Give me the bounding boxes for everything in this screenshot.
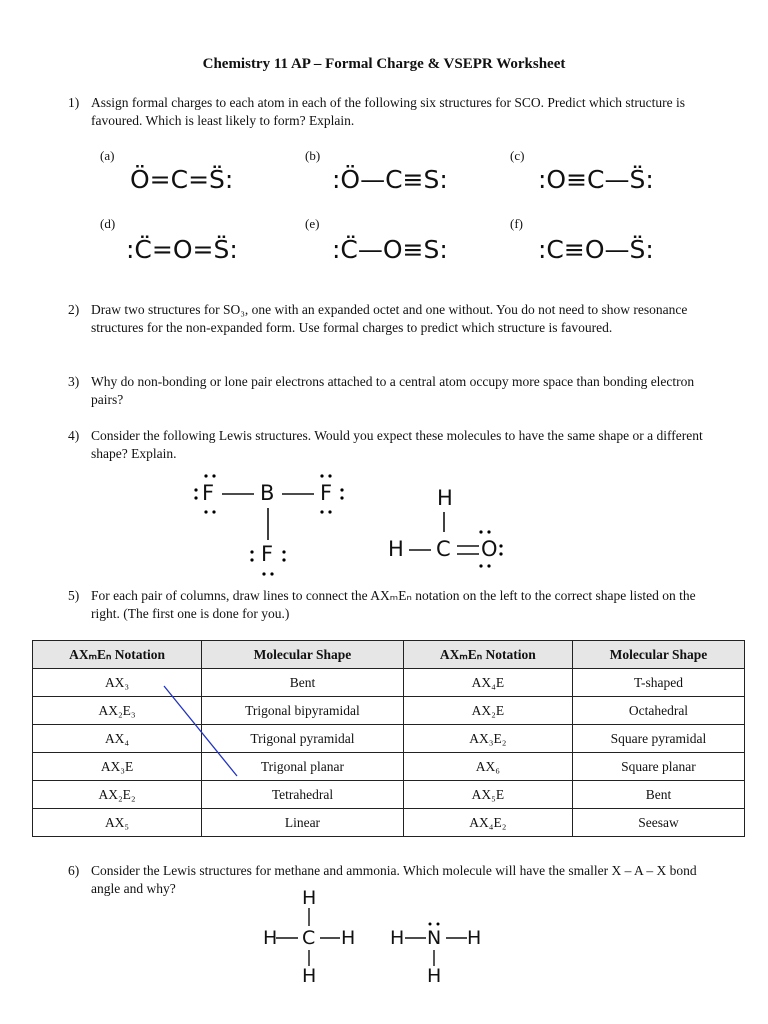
question-number: 5) [68, 588, 80, 603]
structure-label-e: (e) [305, 216, 320, 231]
table-cell: AX₅ [33, 809, 202, 837]
table-cell: AX₃E₂ [403, 725, 572, 753]
ammonia-h-bottom: H [427, 965, 442, 987]
table-cell: AX₂E₂ [33, 781, 202, 809]
structure-label-c: (c) [510, 148, 525, 163]
methane-h-bottom: H [302, 965, 317, 987]
structure-a: Ö=C=S̈: [130, 165, 234, 194]
table-cell: AX₄E₂ [403, 809, 572, 837]
table-cell: AX₂E [403, 697, 572, 725]
table-cell: AX₄E [403, 669, 572, 697]
table-cell: AX₅E [403, 781, 572, 809]
structure-e: :C̈—O≡S: [332, 235, 448, 264]
table-cell: Trigonal pyramidal [202, 725, 404, 753]
methane-h-left: H [263, 927, 278, 949]
structure-d: :C̈=O=S̈: [126, 235, 238, 264]
structure-c: :O≡C—S̈: [538, 165, 654, 194]
question-text: Why do non-bonding or lone pair electrons attached to a central atom occupy more space than bonding electron pairs? [91, 374, 695, 407]
structure-f: :C≡O—S̈: [538, 235, 654, 264]
table-cell: Octahedral [572, 697, 744, 725]
question-text: Consider the following Lewis structures. Would you expect these molecules to have the same shape or a different shape? Explain. [91, 428, 703, 461]
header-notation-right: AXₘEₙ Notation [403, 641, 572, 669]
table-cell: Bent [572, 781, 744, 809]
methane-h-top: H [302, 887, 317, 909]
table-cell: Trigonal bipyramidal [202, 697, 404, 725]
ammonia-n: N [427, 927, 442, 949]
methane-h-right: H [341, 927, 356, 949]
question-text: For each pair of columns, draw lines to connect the AXₘEₙ notation on the left to the correct shape listed on the right. (The first one is done for you.) [91, 588, 696, 621]
question-text: Assign formal charges to each atom in each of the following six structures for SCO. Predict which structure is favoured. Which is least likely to form? Explain. [91, 95, 685, 128]
table-cell: Trigonal planar [202, 753, 404, 781]
question-number: 1) [68, 95, 80, 110]
table-cell: Square pyramidal [572, 725, 744, 753]
question-number: 6) [68, 863, 80, 878]
table-cell: AX₂E₃ [33, 697, 202, 725]
question-text: Draw two structures for SO₃, one with an expanded octet and one without. You do not need to show resonance structures for the non-expanded form. Use formal charges to predict which structure is favoured. [91, 302, 688, 335]
table-cell: Square planar [572, 753, 744, 781]
question-number: 4) [68, 428, 80, 443]
atom-c: C [436, 537, 451, 561]
structure-label-b: (b) [305, 148, 321, 163]
header-shape-right: Molecular Shape [572, 641, 744, 669]
atom-f-bottom: F [261, 542, 274, 566]
table-cell: Bent [202, 669, 404, 697]
methane-c: C [302, 927, 316, 949]
table-cell: AX₆ [403, 753, 572, 781]
atom-h-left: H [388, 537, 404, 561]
page-title: Chemistry 11 AP – Formal Charge & VSEPR Worksheet [202, 56, 566, 72]
table-cell: AX₄ [33, 725, 202, 753]
table-cell: T-shaped [572, 669, 744, 697]
question-number: 3) [68, 374, 80, 389]
table-cell: AX₃ [33, 669, 202, 697]
structure-b: :Ö—C≡S: [332, 165, 448, 194]
table-cell: AX₃E [33, 753, 202, 781]
atom-f-left: F [202, 481, 215, 505]
structure-label-d: (d) [100, 216, 116, 231]
question-number: 2) [68, 302, 80, 317]
atom-h-top: H [437, 486, 453, 510]
table-cell: Tetrahedral [202, 781, 404, 809]
structure-label-a: (a) [100, 148, 115, 163]
ammonia-h-left: H [390, 927, 405, 949]
question-text: Consider the Lewis structures for methane and ammonia. Which molecule will have the smaller X – A – X bond angle and why? [91, 863, 697, 896]
table-cell: Seesaw [572, 809, 744, 837]
table-cell: Linear [202, 809, 404, 837]
header-notation-left: AXₘEₙ Notation [33, 641, 202, 669]
header-shape-left: Molecular Shape [202, 641, 404, 669]
atom-f-right: F [320, 481, 333, 505]
atom-o: O [481, 537, 498, 561]
atom-b: B [260, 481, 275, 505]
ammonia-h-right: H [467, 927, 482, 949]
structure-label-f: (f) [510, 216, 523, 231]
